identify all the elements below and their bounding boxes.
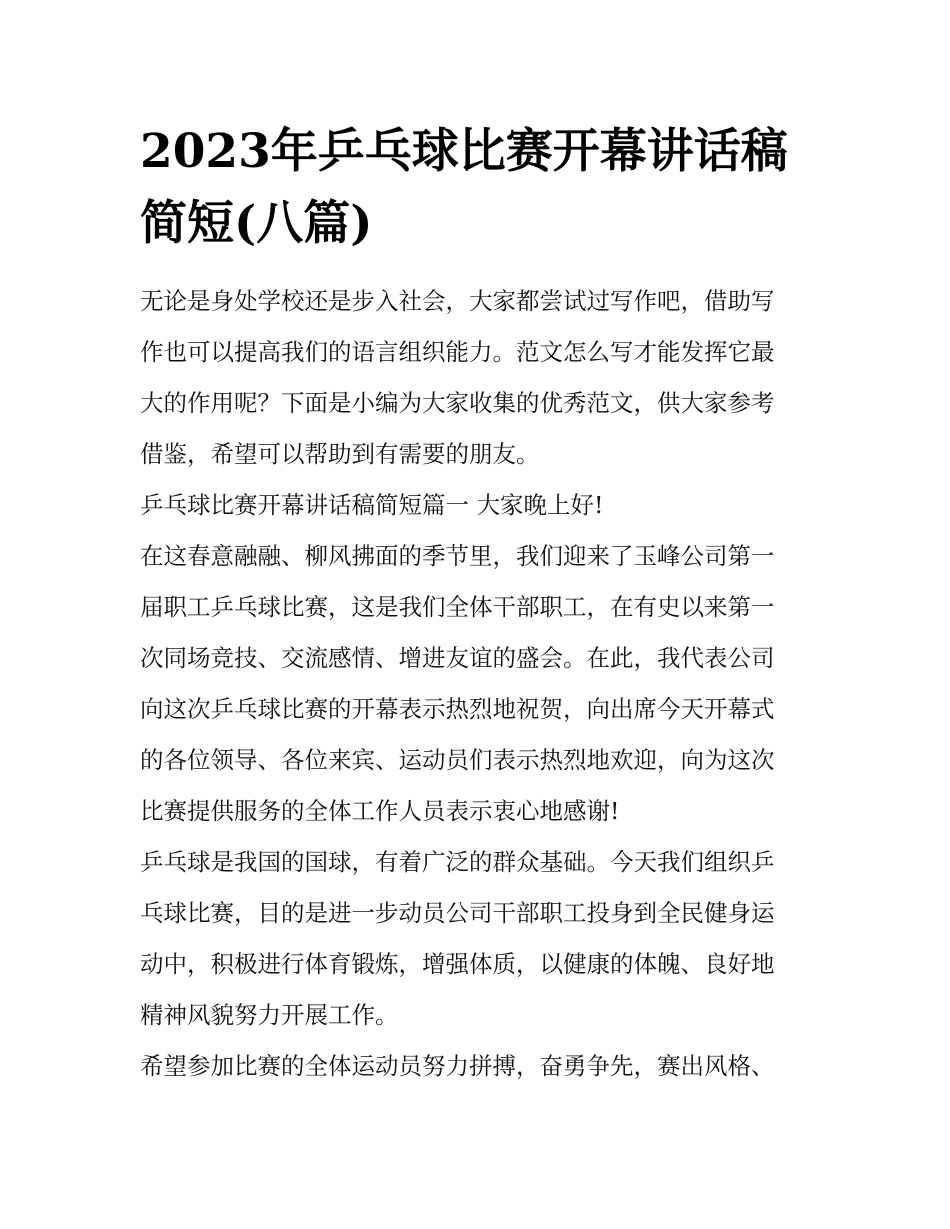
- text-line: 作也可以提高我们的语言组织能力。范文怎么写才能发挥它最: [140, 338, 775, 366]
- text-line: 希望参加比赛的全体运动员努力拼搏，奋勇争先，赛出风格、: [140, 1052, 775, 1080]
- text-line: 比赛提供服务的全体工作人员表示衷心地感谢!: [140, 797, 620, 825]
- text-line: 的各位领导、各位来宾、运动员们表示热烈地欢迎，向为这次: [140, 746, 775, 774]
- text-line: 届职工乒乓球比赛，这是我们全体干部职工，在有史以来第一: [140, 593, 775, 621]
- title-line-2: 简短(八篇): [140, 196, 373, 251]
- text-line: 精神风貌努力开展工作。: [140, 1001, 399, 1029]
- text-line: 次同场竞技、交流感情、增进友谊的盛会。在此，我代表公司: [140, 644, 775, 672]
- text-line: 借鉴，希望可以帮助到有需要的朋友。: [140, 440, 540, 468]
- text-line: 在这春意融融、柳风拂面的季节里，我们迎来了玉峰公司第一: [140, 542, 775, 570]
- text-line: 乓球比赛，目的是进一步动员公司干部职工投身到全民健身运: [140, 899, 775, 927]
- document-body: [140, 276, 830, 1092]
- text-line: 乒乓球比赛开幕讲话稿简短篇一 大家晚上好!: [140, 491, 604, 519]
- welcome-paragraph: [140, 531, 830, 837]
- intro-paragraph: [140, 276, 830, 480]
- text-line: 无论是身处学校还是步入社会，大家都尝试过写作吧，借助写: [140, 287, 775, 315]
- text-line: 大的作用呢？下面是小编为大家收集的优秀范文，供大家参考: [140, 389, 775, 417]
- text-line: 向这次乒乓球比赛的开幕表示热烈地祝贺，向出席今天开幕式: [140, 695, 775, 723]
- text-line: 乒乓球是我国的国球，有着广泛的群众基础。今天我们组织乒: [140, 848, 775, 876]
- title-line-1: 2023年乒乓球比赛开幕讲话稿: [140, 124, 788, 179]
- purpose-paragraph: [140, 837, 830, 1041]
- text-line: 动中，积极进行体育锻炼，增强体质，以健康的体魄、良好地: [140, 950, 775, 978]
- document-title: [140, 116, 830, 260]
- hope-paragraph: [140, 1041, 830, 1092]
- section-heading-paragraph: [140, 480, 830, 531]
